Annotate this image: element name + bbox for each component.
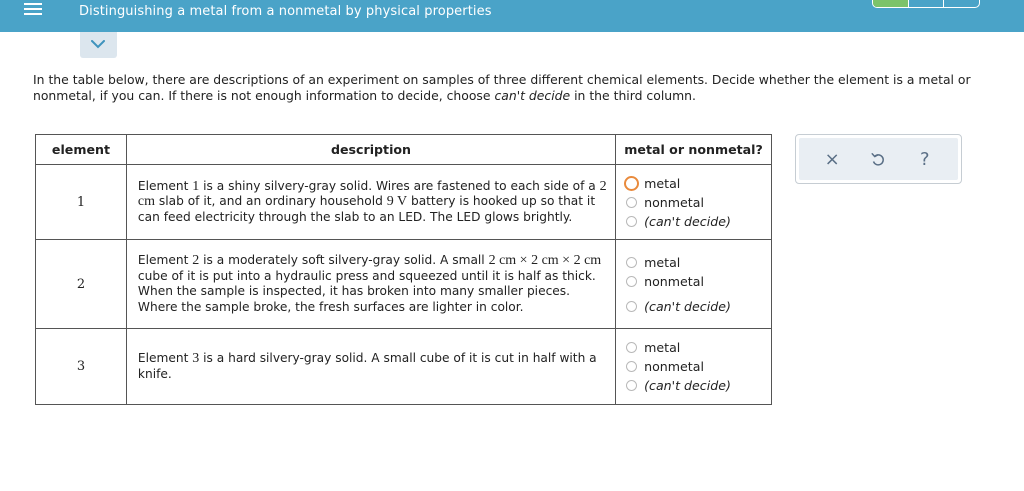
- option-metal[interactable]: metal: [626, 174, 771, 193]
- answer-tools-inner: [799, 138, 958, 180]
- element-number: 3: [36, 329, 127, 405]
- radio-icon[interactable]: [624, 176, 639, 191]
- table-row: [36, 165, 772, 240]
- menu-icon[interactable]: [24, 0, 42, 14]
- option-nonmetal[interactable]: nonmetal: [626, 272, 771, 291]
- progress-segment-1: [873, 0, 909, 7]
- option-metal[interactable]: metal: [626, 338, 771, 357]
- option-cant-decide[interactable]: (can't decide): [626, 297, 771, 316]
- clear-button[interactable]: [820, 147, 844, 171]
- element-number: 1: [36, 165, 127, 240]
- close-icon: ×: [824, 148, 840, 170]
- option-metal[interactable]: metal: [626, 253, 771, 272]
- chevron-down-icon: [91, 40, 105, 49]
- table-row: [36, 240, 772, 329]
- top-bar: [0, 0, 1024, 32]
- element-table: [35, 134, 772, 405]
- classification-options: [616, 329, 772, 405]
- option-cant-decide[interactable]: (can't decide): [626, 212, 771, 231]
- option-nonmetal[interactable]: nonmetal: [626, 357, 771, 376]
- element-description: Element 3 is a hard silvery-gray solid. A small cube of it is cut in half with a knife.: [126, 329, 615, 405]
- answer-tools: [795, 134, 962, 184]
- progress-segment-2: [909, 0, 945, 7]
- radio-icon[interactable]: [626, 380, 637, 391]
- table-header-row: [36, 135, 772, 165]
- option-cant-decide[interactable]: (can't decide): [626, 376, 771, 395]
- element-description: Element 1 is a shiny silvery-gray solid. Wires are fastened to each side of a 2 cm slab of it, and an ordinary household 9 V battery is hooked up so that it can feed electricity through the slab to an LED. The LED glows brightly.: [126, 165, 615, 240]
- radio-icon[interactable]: [626, 197, 637, 208]
- help-icon: ?: [920, 148, 930, 170]
- undo-icon: [871, 152, 885, 167]
- classification-options: [616, 240, 772, 329]
- help-button[interactable]: [913, 147, 937, 171]
- progress-indicator: [872, 0, 980, 8]
- radio-icon[interactable]: [626, 301, 637, 312]
- header-element: element: [36, 135, 127, 165]
- radio-icon[interactable]: [626, 257, 637, 268]
- progress-segment-3: [944, 0, 979, 7]
- cant-decide-emphasis: can't decide: [494, 88, 571, 103]
- element-description: Element 2 is a moderately soft silvery-gray solid. A small 2 cm × 2 cm × 2 cm cube of it is put into a hydraulic press and squeezed until it is half as thick. When the sample is inspected, it has broken into many smaller pieces. Where the sample broke, the fresh surfaces are lighter in color.: [126, 240, 615, 329]
- element-number: 2: [36, 240, 127, 329]
- undo-button[interactable]: [866, 147, 890, 171]
- table-row: [36, 329, 772, 405]
- instructions: In the table below, there are descriptions of an experiment on samples of three different chemical elements. Decide whether the element is a metal or nonmetal, if you can. If there is not enough information to decide, choose can't decide in the third column.: [33, 72, 971, 103]
- classification-options: [616, 165, 772, 240]
- header-metal-or-nonmetal: metal or nonmetal?: [616, 135, 772, 165]
- header-description: description: [126, 135, 615, 165]
- radio-icon[interactable]: [626, 342, 637, 353]
- radio-icon[interactable]: [626, 276, 637, 287]
- collapse-toggle[interactable]: [80, 32, 117, 58]
- page-title: Distinguishing a metal from a nonmetal by physical properties: [79, 4, 492, 19]
- radio-icon[interactable]: [626, 216, 637, 227]
- radio-icon[interactable]: [626, 361, 637, 372]
- option-nonmetal[interactable]: nonmetal: [626, 193, 771, 212]
